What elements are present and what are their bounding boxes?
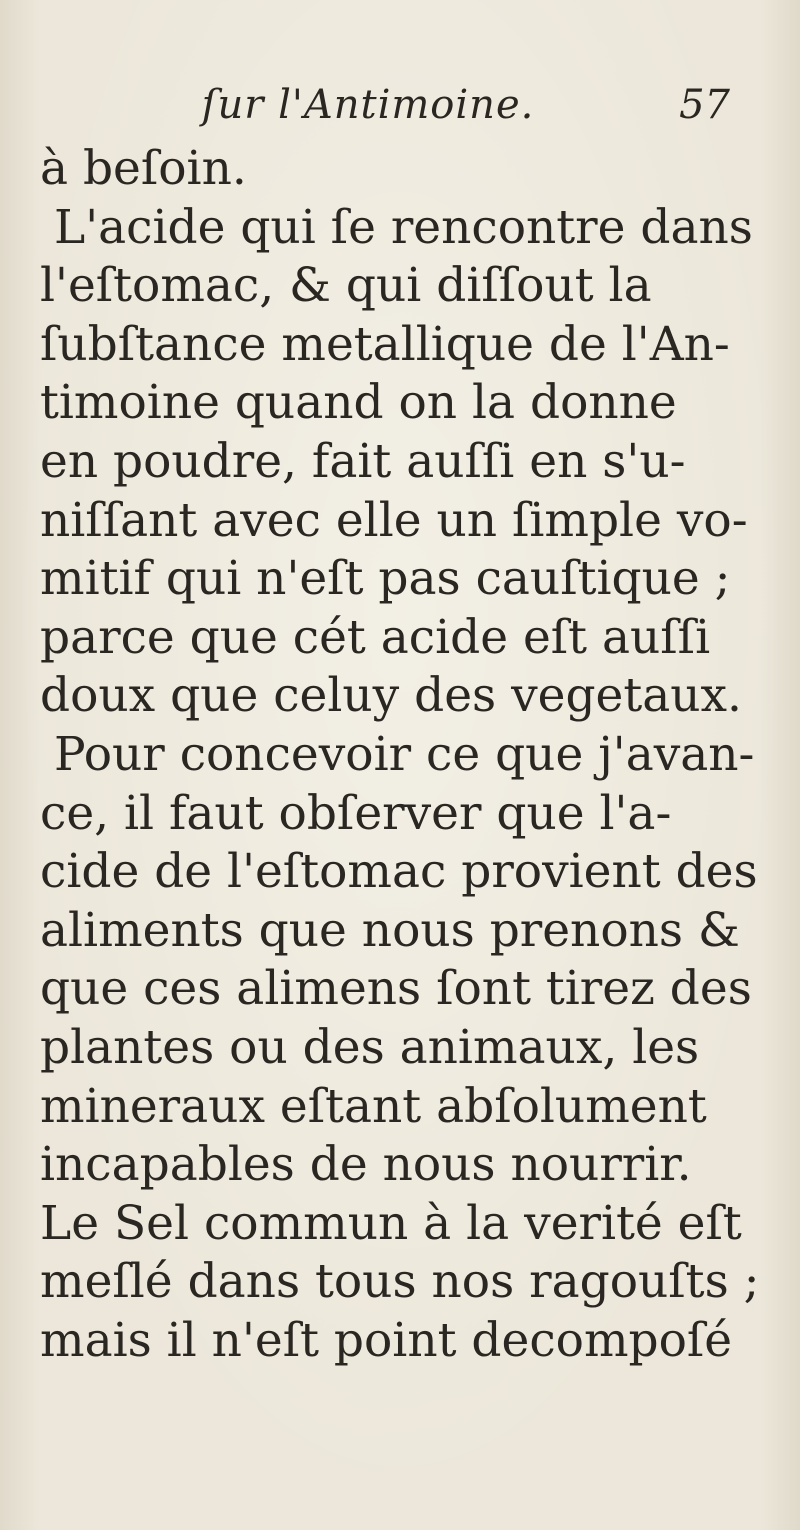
text-line: parce que cét acide eſt auſſi [40,609,711,665]
body-text [40,140,770,1370]
page-number: 57 [679,82,730,128]
text-line: L'acide qui ſe rencontre dans [54,199,753,255]
text-line: en poudre, fait auſſi en s'u- [40,433,686,489]
text-line: mitif qui n'eſt pas cauſtique ; [40,551,731,607]
text-line: plantes ou des animaux, les [40,1019,700,1075]
text-line: niſſant avec elle un ſimple vo- [40,492,748,548]
text-line: ſubſtance metallique de l'An- [40,316,730,372]
text-line: timoine quand on la donne [40,375,677,431]
text-line: incapables de nous nourrir. [40,1137,692,1193]
text-line: à beſoin. [40,141,247,196]
text-line: Le Sel commun à la verité eſt [40,1195,742,1251]
text-line: doux que celuy des vegetaux. [40,668,742,724]
running-title: ſur l'Antimoine. [201,82,535,128]
text-line: meſlé dans tous nos ragouſts ; [40,1254,760,1310]
text-line: aliments que nous prenons & [40,902,740,958]
running-head [0,82,800,132]
text-line: ce, il faut obſerver que l'a- [40,785,672,841]
text-line: que ces alimens ſont tirez des [40,961,752,1017]
text-line: cide de l'eſtomac provient des [40,844,758,900]
text-line: mais il n'eſt point decompoſé [40,1312,733,1368]
text-line: Pour concevoir ce que j'avan- [54,726,755,782]
text-line: l'eſtomac, & qui diſſout la [40,258,652,314]
text-line: mineraux eſtant abſolument [40,1078,707,1134]
